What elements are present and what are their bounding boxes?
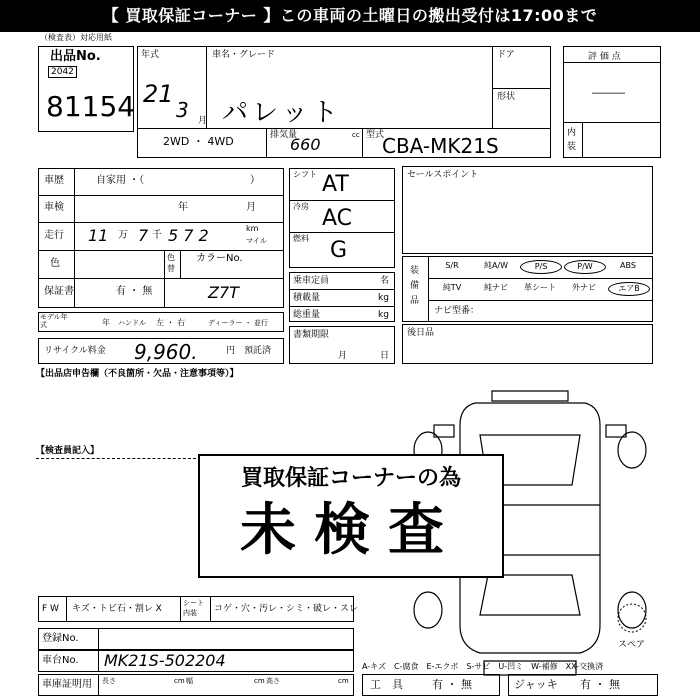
weight-unit: kg — [378, 310, 389, 320]
equipment-item[interactable]: P/W — [564, 260, 606, 274]
equipment-item[interactable]: 純ナビ — [484, 283, 508, 292]
jack-value[interactable]: 有 ・ 無 — [580, 678, 620, 691]
ac-label: 冷房 — [293, 202, 309, 211]
registration-label: 登録No. — [42, 633, 79, 644]
fw-label: F W — [42, 604, 59, 614]
width-label: 幅 — [186, 677, 193, 685]
capacity-unit: 名 — [380, 276, 390, 286]
mileage-sen-unit: 千 — [152, 230, 162, 241]
mileage-man: 11 — [88, 226, 109, 245]
damage-codes: A-キズ C-腐食 E-エクボ S-サビ U-凹ミ W-補修 XX-交換済 — [362, 662, 604, 671]
color-no-label: カラーNo. — [196, 253, 243, 264]
equipment-label: 装備品 — [410, 266, 420, 306]
model-year-label: モデル年式 — [40, 313, 68, 329]
interior-label: 内装 — [567, 128, 577, 152]
year-value: 21 — [143, 80, 174, 108]
equipment-item[interactable]: エアB — [608, 282, 650, 296]
lot-number: 81154 — [46, 90, 136, 123]
length-unit: cm — [174, 677, 185, 685]
displacement-label: 排気量 — [270, 130, 298, 140]
doc-deadline-label: 書類期限 — [293, 330, 330, 340]
stamp-line1: 買取保証コーナーの為 — [240, 466, 461, 491]
height-unit: cm — [338, 677, 349, 685]
equipment-item[interactable]: 純TV — [442, 283, 462, 292]
recycle-unit: 円 — [226, 346, 236, 356]
inspection-month-unit: 月 — [246, 202, 256, 213]
month-unit: 月 — [198, 116, 208, 126]
spare-tire-icon — [616, 602, 648, 634]
fw-text: キズ・トビ石・割レ X — [72, 604, 162, 614]
weight-label: 総重量 — [293, 310, 321, 320]
lot-label: 出品No. — [50, 49, 101, 64]
equipment-item[interactable]: 純A/W — [483, 261, 509, 270]
tools-label: 工 具 — [370, 678, 403, 691]
declaration-label: 【出品店申告欄（不良箇所・欠品・注意事項等）】 — [36, 369, 239, 379]
jack-label: ジャッキ — [514, 678, 558, 691]
color-no-value: Z7T — [208, 283, 239, 302]
mileage-label: 走行 — [44, 230, 64, 241]
length-label: 長さ — [102, 677, 116, 685]
drive-label[interactable]: 2WD ・ 4WD — [163, 135, 234, 148]
model-year-unit: 年 — [102, 318, 110, 327]
fuel-label: 燃料 — [293, 234, 309, 243]
color-label: 色 — [50, 258, 60, 269]
equipment-item[interactable]: 革シート — [524, 283, 556, 292]
color-change-label: 色替 — [167, 253, 175, 273]
top-banner: 【 買取保証コーナー 】この車両の土曜日の搬出受付は17:00まで — [0, 0, 700, 32]
rating-label: 評 価 点 — [588, 52, 621, 62]
width-unit: cm — [254, 677, 265, 685]
inspection-year-unit: 年 — [178, 202, 188, 213]
rating-value: ――― — [592, 86, 625, 99]
warranty-label: 保証書 — [44, 286, 74, 297]
inspector-divider — [36, 458, 196, 459]
mileage-rest: 5 7 2 — [168, 226, 209, 245]
registration-box — [38, 628, 354, 650]
history-label: 車歴 — [44, 175, 64, 186]
spare-label: スペア — [618, 640, 646, 650]
seat-label: シート内装 — [183, 599, 204, 617]
ac-value: AC — [322, 206, 353, 231]
handle-value[interactable]: 左 ・ 右 — [156, 318, 186, 327]
history-close: ） — [250, 175, 260, 186]
notes-box — [402, 324, 653, 364]
recycle-value: 9,960. — [134, 340, 198, 364]
mileage-sen: 7 — [138, 226, 149, 245]
equipment-item[interactable]: S/R — [445, 261, 459, 270]
model-value: CBA-MK21S — [382, 134, 499, 158]
mileage-unit: km — [246, 224, 259, 233]
shift-label: シフト — [293, 170, 317, 179]
handle-label: ハンドル — [118, 319, 146, 327]
model-label: 型式 — [366, 130, 385, 140]
shape-label: 形状 — [497, 92, 516, 102]
equipment-item[interactable]: P/S — [520, 260, 562, 274]
car-name-label: 車名・グレード — [212, 50, 276, 60]
month-value: 3 — [176, 98, 189, 122]
load-label: 積載量 — [293, 293, 321, 303]
doc-month-unit: 月 — [338, 351, 348, 361]
door-label: ドア — [497, 50, 515, 60]
inspector-label: 【検査員記入】 — [36, 446, 100, 456]
chassis-value: MK21S-502204 — [104, 651, 226, 670]
equipment-item[interactable]: ABS — [620, 261, 636, 270]
capacity-label: 乗車定員 — [293, 276, 330, 286]
doc-day-unit: 日 — [380, 351, 390, 361]
notes-label: 後日品 — [407, 328, 435, 338]
load-unit: kg — [378, 293, 389, 303]
height-label: 高さ — [266, 677, 280, 685]
cert-label: 車庫証明用 — [42, 679, 92, 690]
year-label: 年式 — [141, 50, 160, 60]
fuel-value: G — [330, 238, 348, 263]
mileage-man-unit: 万 — [118, 230, 128, 241]
navi-model-label: ナビ型番： — [434, 306, 480, 316]
seat-text: コゲ・穴・汚レ・シミ・破レ・スレ — [214, 604, 359, 614]
warranty-value[interactable]: 有 ・ 無 — [116, 286, 153, 297]
tools-value[interactable]: 有 ・ 無 — [432, 678, 472, 691]
chassis-label: 車台No. — [42, 655, 79, 666]
recycle-deposit: 預託済 — [244, 346, 272, 356]
recycle-label: リサイクル料金 — [44, 346, 106, 356]
car-name-value: パレット — [222, 98, 342, 128]
stamp-line2: 未検査 — [240, 498, 462, 563]
displacement-unit: cc — [352, 131, 360, 139]
mileage-unit2: マイル — [246, 237, 267, 245]
form-label: （検査表）対応用紙 — [40, 33, 112, 42]
sales-points-label: セールスポイント — [407, 170, 479, 180]
lot-sub: 2042 — [48, 66, 77, 78]
inspection-label: 車検 — [44, 202, 64, 213]
dealer-label[interactable]: ディーラー ・ 並行 — [208, 319, 268, 327]
shift-value: AT — [322, 172, 349, 197]
equipment-item[interactable]: 外ナビ — [572, 283, 596, 292]
displacement-value: 660 — [290, 135, 321, 154]
history-value: 自家用 ・（ — [96, 175, 145, 186]
